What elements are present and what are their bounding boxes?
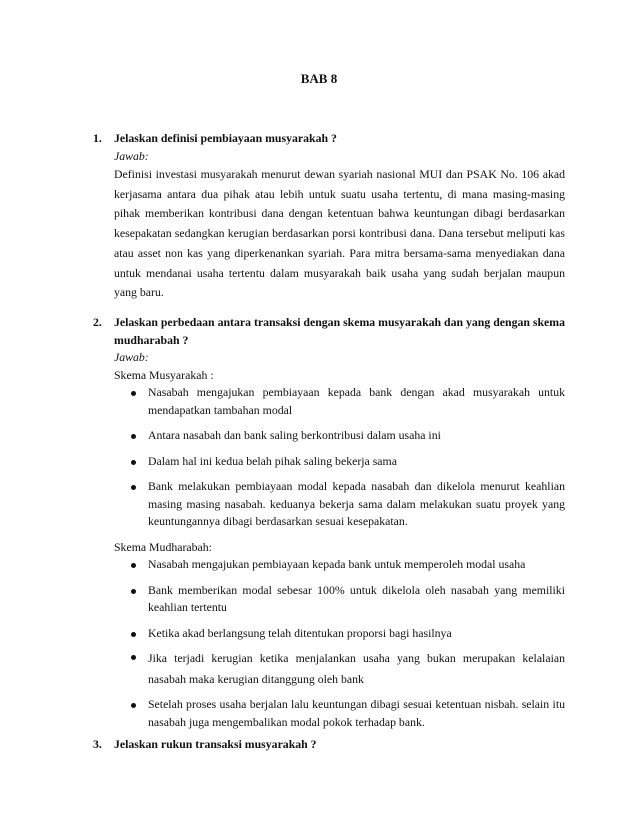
- mudharabah-item: Jika terjadi kerugian ketika menjalankan usaha yang bukan merupakan kelalaian nasabah maka kerugian ditanggung oleh bank: [114, 648, 565, 690]
- question-1-text: Jelaskan definisi pembiayaan musyarakah ?: [114, 131, 337, 145]
- musyarakah-item: Nasabah mengajukan pembiayaan kepada bank dengan akad musyarakah untuk mendapatkan tambahan modal: [114, 384, 565, 419]
- question-2-number: 2.: [93, 315, 102, 329]
- question-1: [93, 130, 565, 303]
- mudharabah-item: Ketika akad berlangsung telah ditentukan proporsi bagi hasilnya: [114, 625, 565, 643]
- question-3-number: 3.: [93, 737, 102, 751]
- musyarakah-item: Bank melakukan pembiayaan modal kepada nasabah dan dikelola menurut keahlian masing masing nasabah. keduanya bekerja sama dalam melakukan suatu proyek yang keuntungannya dibagi berdasarkan sesuai kesepakatan.: [114, 478, 565, 531]
- musyarakah-list: [114, 384, 565, 531]
- question-2: [93, 314, 565, 731]
- bullet-icon: [131, 485, 136, 490]
- chapter-title: BAB 8: [300, 71, 338, 86]
- question-2-text: Jelaskan perbedaan antara transaksi dengan skema musyarakah dan yang dengan skema mudharabah ?: [114, 315, 565, 347]
- bullet-icon: [131, 655, 136, 660]
- question-3-text: Jelaskan rukun transaksi musyarakah ?: [114, 737, 317, 751]
- mudharabah-label: Skema Mudharabah:: [114, 539, 212, 554]
- mudharabah-item: Bank memberikan modal sebesar 100% untuk dikelola oleh nasabah yang memiliki keahlian tertentu: [114, 582, 565, 617]
- musyarakah-item: Antara nasabah dan bank saling berkontribusi dalam usaha ini: [114, 427, 565, 445]
- bullet-icon: [131, 460, 136, 465]
- question-1-answer-label: Jawab:: [114, 148, 149, 163]
- musyarakah-item: Dalam hal ini kedua belah pihak saling bekerja sama: [114, 453, 565, 471]
- bullet-icon: [131, 434, 136, 439]
- bullet-icon: [131, 563, 136, 568]
- mudharabah-item: Nasabah mengajukan pembiayaan kepada bank untuk memperoleh modal usaha: [114, 556, 565, 574]
- musyarakah-label: Skema Musyarakah :: [114, 367, 214, 382]
- mudharabah-item: Setelah proses usaha berjalan lalu keuntungan dibagi sesuai ketentuan nisbah. selain itu nasabah juga mengembalikan modal pokok terhadap bank.: [114, 696, 565, 731]
- bullet-icon: [131, 703, 136, 708]
- question-3: [93, 736, 565, 754]
- question-2-answer-label: Jawab:: [114, 350, 149, 364]
- bullet-icon: [131, 589, 136, 594]
- bullet-icon: [131, 632, 136, 637]
- bullet-icon: [131, 391, 136, 396]
- question-1-answer: Definisi investasi musyarakah menurut dewan syariah nasional MUI dan PSAK No. 106 akad kerjasama antara dua pihak atau lebih untuk suatu usaha tertentu, di mana masing-masing pihak memberikan kontribusi dana dengan ketentuan bahwa keuntungan dibagi berdasarkan kesepakatan sedangkan kerugian berdasarkan porsi kontribusi dana. Dana tersebut meliputi kas atau asset non kas yang diperkenankan syariah. Para mitra bersama-sama menyediakan dana untuk mendanai usaha tertentu dalam musyarakah baik usaha yang sudah berjalan maupun yang baru.: [114, 167, 565, 300]
- question-1-number: 1.: [93, 131, 102, 145]
- mudharabah-list: [114, 556, 565, 731]
